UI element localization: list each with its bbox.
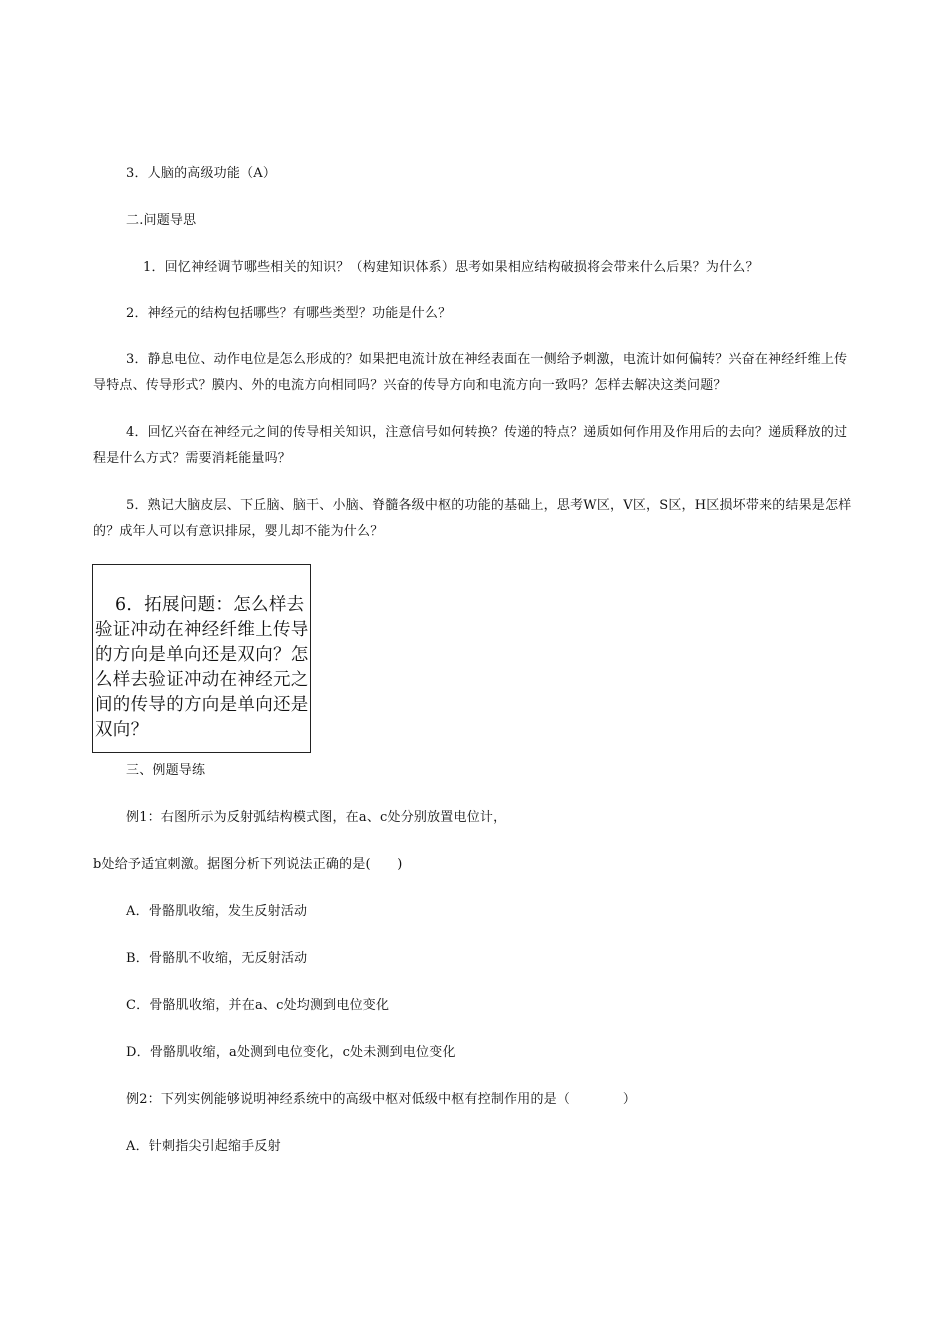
example-1-stem-line-2: b处给予适宜刺激。据图分析下列说法正确的是( ) [93,857,403,872]
question-6: 6．拓展问题：怎么样去验证冲动在神经纤维上传导的方向是单向还是双向？怎么样去验证冲动在神经元之间的传导的方向是单向还是双向？ [95,595,309,740]
item-3-heading: 3．人脑的高级功能（A） [126,166,277,181]
example-1-option-b: B．骨骼肌不收缩，无反射活动 [126,951,308,966]
extension-question-box [92,564,311,753]
example-2-option-a: A．针刺指尖引起缩手反射 [126,1139,281,1154]
example-1-stem-line-1: 例1：右图所示为反射弧结构模式图，在a、c处分别放置电位计， [126,810,507,825]
example-1-option-a: A．骨骼肌收缩，发生反射活动 [126,904,308,919]
example-1-option-d: D．骨骼肌收缩，a处测到电位变化，c处未测到电位变化 [126,1045,456,1060]
question-2: 2．神经元的结构包括哪些？有哪些类型？功能是什么？ [126,306,452,321]
question-3: 3．静息电位、动作电位是怎么形成的？如果把电流计放在神经表面在一侧给予刺激，电流计如何偏转？兴奋在神经纤维上传导特点、传导形式？膜内、外的电流方向相同吗？兴奋的传导方向和电流方向一致吗？怎样去解决这类问题？ [93,352,848,393]
section-3-heading: 三、例题导练 [126,763,206,778]
question-1: 1．回忆神经调节哪些相关的知识？（构建知识体系）思考如果相应结构破损将会带来什么后果？为什么？ [143,260,759,275]
question-5: 5．熟记大脑皮层、下丘脑、脑干、小脑、脊髓各级中枢的功能的基础上，思考W区，V区，S区，H区损坏带来的结果是怎样的？成年人可以有意识排尿，婴儿却不能为什么？ [93,498,852,539]
question-4: 4．回忆兴奋在神经元之间的传导相关知识，注意信号如何转换？传递的特点？递质如何作用及作用后的去向？递质释放的过程是什么方式？需要消耗能量吗？ [93,425,848,466]
section-2-heading: 二.问题导思 [126,213,197,228]
example-1-option-c: C．骨骼肌收缩，并在a、c处均测到电位变化 [126,998,390,1013]
example-2-stem: 例2：下列实例能够说明神经系统中的高级中枢对低级中枢有控制作用的是（ ） [126,1092,637,1107]
